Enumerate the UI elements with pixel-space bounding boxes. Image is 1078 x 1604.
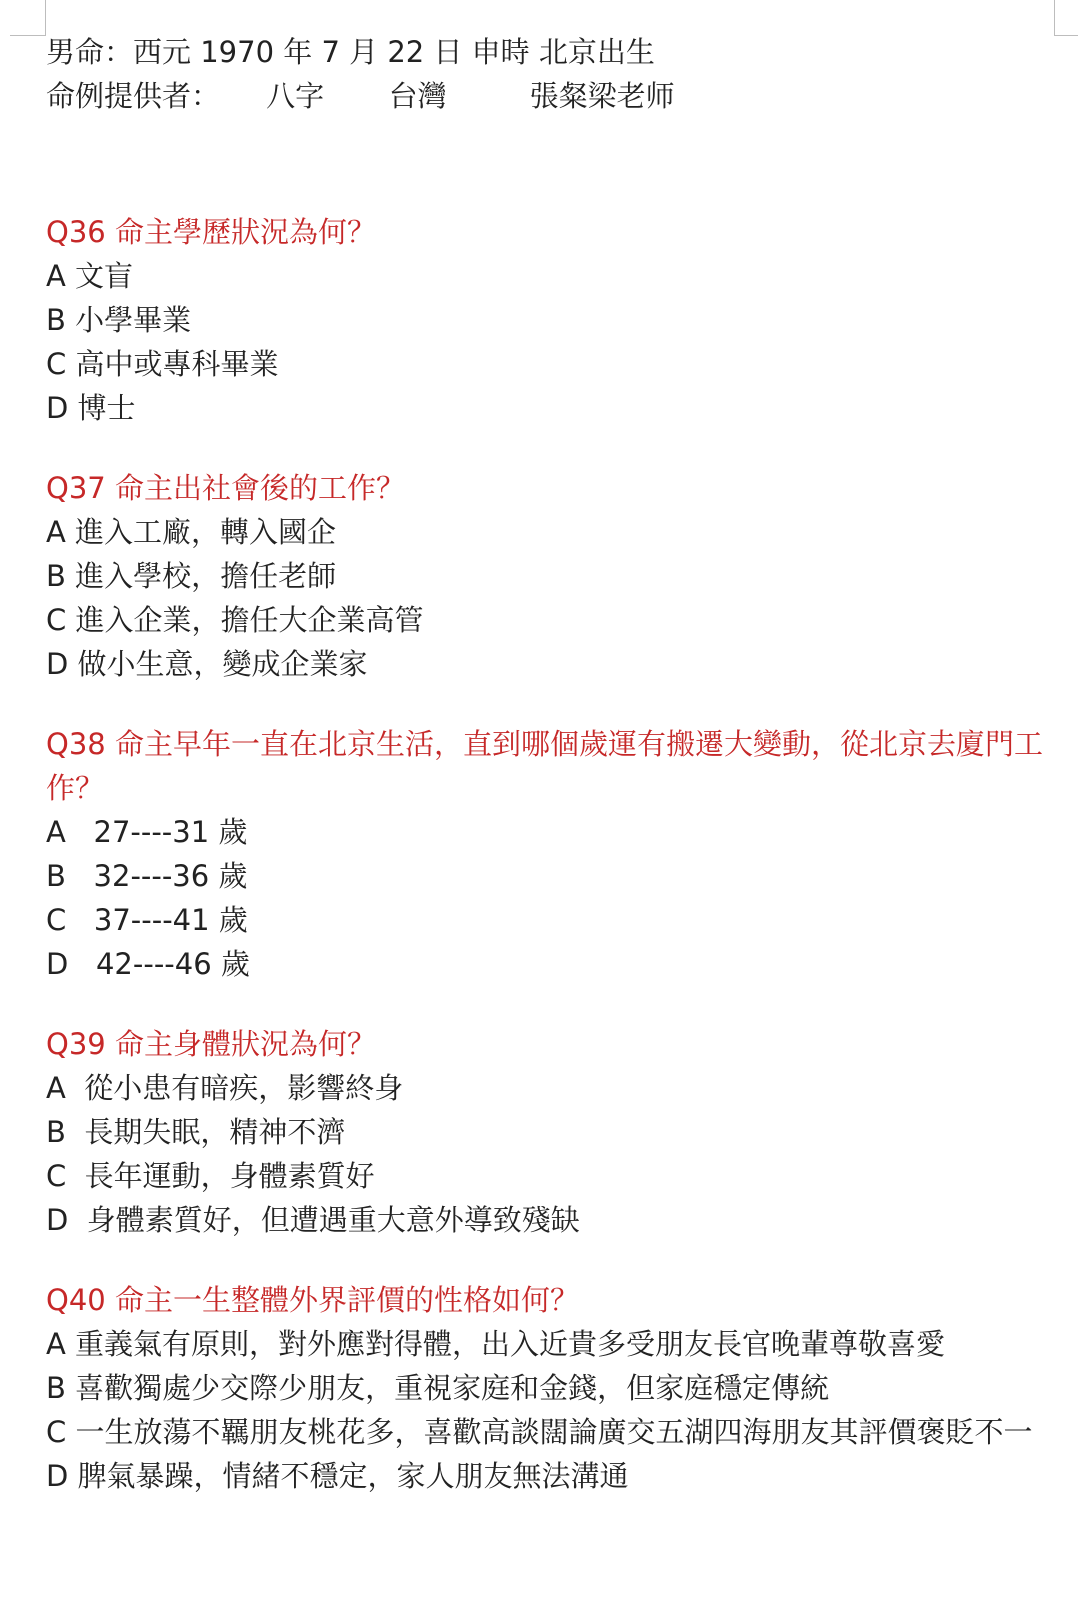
question-q37 — [46, 466, 1056, 686]
question-text: Q38 命主早年一直在北京生活，直到哪個歲運有搬遷大變動，從北京去廈門工作？ — [46, 727, 1043, 805]
option-a: A 文盲 — [46, 259, 134, 293]
option-d: D 脾氣暴躁，情緒不穩定，家人朋友無法溝通 — [46, 1459, 629, 1493]
case-provider: 命例提供者： 八字 台灣 張粲梁老师 — [46, 79, 675, 113]
page-corner-mark — [10, 0, 46, 36]
option-b: B 進入學校，擔任老師 — [46, 559, 337, 593]
option-d: D 博士 — [46, 391, 136, 425]
option-a: A 重義氣有原則，對外應對得體，出入近貴多受朋友長官晚輩尊敬喜愛 — [46, 1327, 946, 1361]
question-text: Q39 命主身體狀況為何？ — [46, 1027, 376, 1061]
question-text: Q40 命主一生整體外界評價的性格如何？ — [46, 1283, 579, 1317]
option-b: B 喜歡獨處少交際少朋友，重視家庭和金錢，但家庭穩定傳統 — [46, 1371, 830, 1405]
document-body — [46, 30, 1056, 1534]
option-b: B 小學畢業 — [46, 303, 192, 337]
option-a: A 從小患有暗疾，影響終身 — [46, 1071, 404, 1105]
option-b: B 32----36 歲 — [46, 859, 248, 893]
option-b: B 長期失眠，精神不濟 — [46, 1115, 346, 1149]
option-c: C 一生放蕩不羈朋友桃花多，喜歡高談闊論廣交五湖四海朋友其評價褒貶不一 — [46, 1415, 1033, 1449]
question-q40 — [46, 1278, 1056, 1498]
option-d: D 做小生意，變成企業家 — [46, 647, 368, 681]
question-q38 — [46, 722, 1056, 986]
question-q36 — [46, 210, 1056, 430]
birth-info: 男命：西元 1970 年 7 月 22 日 申時 北京出生 — [46, 35, 655, 69]
option-a: A 27----31 歲 — [46, 815, 248, 849]
question-text: Q36 命主學歷狀況為何？ — [46, 215, 376, 249]
option-d: D 42----46 歲 — [46, 947, 250, 981]
question-text: Q37 命主出社會後的工作？ — [46, 471, 405, 505]
question-q39 — [46, 1022, 1056, 1242]
option-c: C 37----41 歲 — [46, 903, 248, 937]
option-c: C 長年運動，身體素質好 — [46, 1159, 375, 1193]
option-a: A 進入工廠，轉入國企 — [46, 515, 337, 549]
option-d: D 身體素質好，但遭遇重大意外導致殘缺 — [46, 1203, 580, 1237]
option-c: C 高中或專科畢業 — [46, 347, 279, 381]
option-c: C 進入企業，擔任大企業高管 — [46, 603, 424, 637]
case-header — [46, 30, 1056, 118]
page-edge-mark — [1054, 0, 1078, 36]
